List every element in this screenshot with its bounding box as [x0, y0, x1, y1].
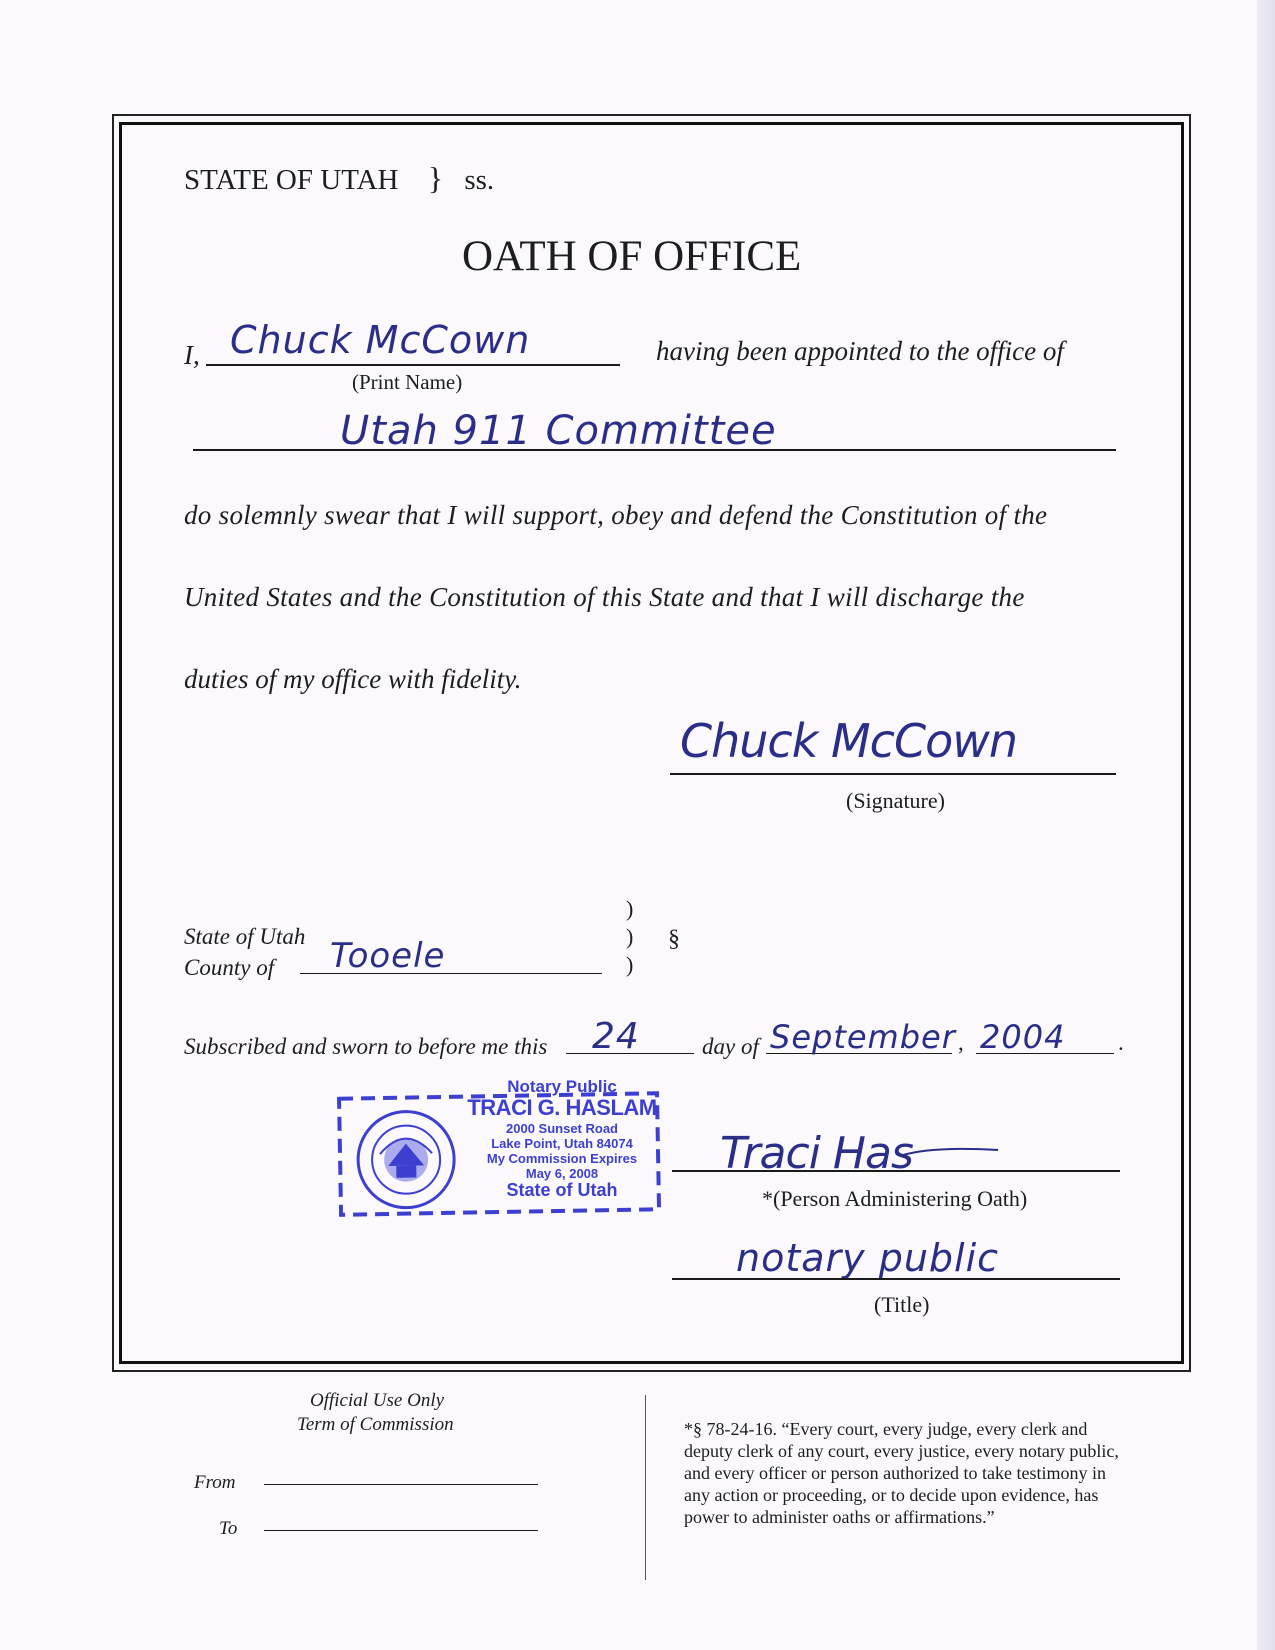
title-line [672, 1278, 1120, 1280]
brace: } [427, 160, 444, 196]
venue-county-label: County of [184, 955, 275, 980]
oath-paragraph-line-3: duties of my office with fidelity. [184, 664, 522, 694]
footnote-line-1: *§ 78-24-16. “Every court, every judge, every clerk and [684, 1419, 1088, 1439]
footnote-line-2: deputy clerk of any court, every justice, every notary public, [684, 1441, 1119, 1461]
date-comma: , [958, 1030, 964, 1055]
stamp-line-1: Notary Public [507, 1077, 617, 1096]
oath-prefix: I, [184, 340, 200, 370]
footnote-line-4: any action or proceeding, or to decide upon evidence, has [684, 1485, 1099, 1505]
state-seal-icon [357, 1111, 455, 1209]
stamp-line-6: May 6, 2008 [525, 1166, 599, 1181]
print-name-caption: (Print Name) [352, 370, 463, 394]
to-label: To [219, 1518, 238, 1539]
footer-divider [645, 1395, 646, 1580]
county-value[interactable]: Tooele [330, 936, 446, 976]
oath-signature[interactable]: Chuck McCown [680, 714, 1017, 768]
footnote-line-5: power to administer oaths or affirmations.” [684, 1507, 995, 1527]
day-value[interactable]: 24 [592, 1016, 640, 1057]
official-use-heading: Official Use Only [310, 1390, 445, 1411]
state-heading [184, 160, 494, 197]
appointed-text: having been appointed to the office of [656, 336, 1064, 366]
footnote-line-3: and every officer or person authorized to take testimony in [684, 1463, 1107, 1483]
title-caption: (Title) [874, 1292, 930, 1317]
from-line[interactable] [264, 1484, 538, 1485]
signature-caption: (Signature) [846, 788, 945, 813]
oath-paragraph-line-2: United States and the Constitution of this State and that I will discharge the [184, 582, 1025, 612]
section-symbol: § [668, 926, 680, 952]
oath-paragraph-line-1: do solemnly swear that I will support, obey and defend the Constitution of the [184, 500, 1048, 530]
state-label: STATE OF UTAH [184, 164, 399, 196]
title-value[interactable]: notary public [736, 1236, 1000, 1280]
date-period: . [1118, 1030, 1124, 1055]
day-of-label: day of [702, 1034, 759, 1059]
year-value[interactable]: 2004 [980, 1018, 1066, 1056]
venue-state-label: State of Utah [184, 924, 306, 949]
stamp-line-2: TRACI G. HASLAM [467, 1095, 657, 1120]
ss-label: ss. [464, 164, 495, 196]
administering-line [672, 1170, 1120, 1172]
office-value[interactable]: Utah 911 Committee [340, 408, 777, 454]
signature-line [670, 773, 1116, 775]
document-title: OATH OF OFFICE [462, 233, 802, 280]
statute-footnote [684, 1418, 1119, 1528]
venue-paren-2: ) [626, 924, 634, 949]
subscribed-text: Subscribed and sworn to before me this [184, 1034, 548, 1059]
stamp-line-7: State of Utah [506, 1180, 618, 1200]
stamp-line-3: 2000 Sunset Road [506, 1121, 618, 1136]
scan-edge [1257, 0, 1275, 1650]
signature-tail-stroke [900, 1142, 1000, 1162]
month-value[interactable]: September [770, 1018, 956, 1056]
venue-paren-1: ) [626, 896, 634, 921]
notary-stamp [336, 1077, 664, 1222]
administering-signature[interactable]: Traci Has [720, 1128, 913, 1179]
stamp-line-5: My Commission Expires [486, 1151, 638, 1166]
term-of-commission-heading: Term of Commission [297, 1414, 454, 1435]
from-label: From [194, 1472, 236, 1493]
administering-caption: *(Person Administering Oath) [762, 1186, 1028, 1211]
stamp-line-4: Lake Point, Utah 84074 [491, 1136, 633, 1151]
print-name-line [206, 364, 620, 366]
venue-paren-3: ) [626, 952, 634, 977]
to-line[interactable] [264, 1530, 538, 1531]
print-name-value[interactable]: Chuck McCown [230, 318, 531, 362]
